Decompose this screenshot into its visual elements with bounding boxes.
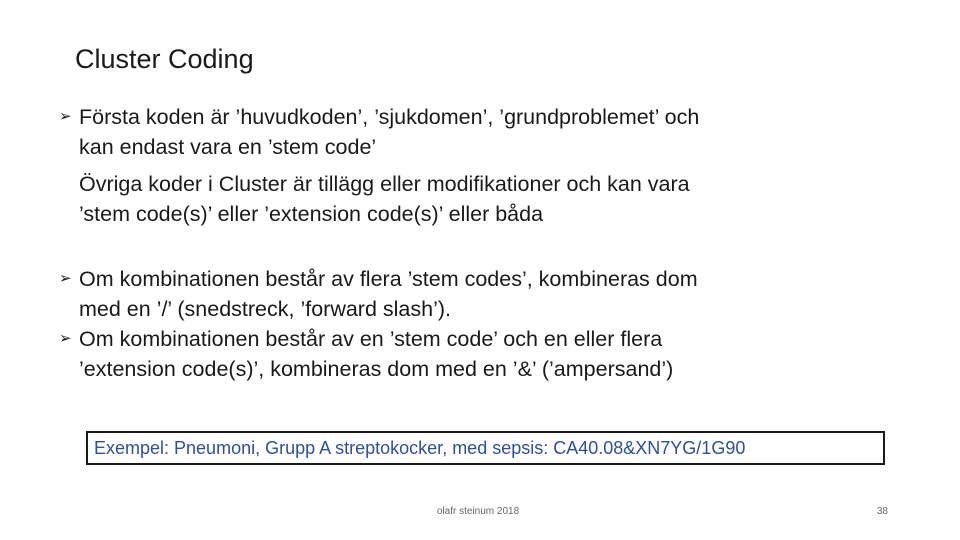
paragraph-line: med en ’/’ (snedstreck, ’forward slash’).	[79, 297, 451, 321]
paragraph-first-code	[59, 102, 859, 162]
paragraph-line: ’stem code(s)’ eller ’extension code(s)’ eller båda	[79, 202, 544, 226]
paragraph-line: Om kombinationen består av en ’stem code’ och en eller flera	[79, 327, 663, 351]
page-number: 38	[876, 506, 888, 517]
example-box: Exempel: Pneumoni, Grupp A streptokocker, med sepsis: CA40.08&XN7YG/1G90	[86, 431, 885, 465]
arrow-bullet-icon: ➢	[59, 270, 72, 287]
paragraph-extension-combination	[59, 324, 859, 384]
paragraph-stem-combination	[59, 264, 859, 324]
arrow-bullet-icon: ➢	[59, 108, 72, 125]
footer-author: olafr steinum 2018	[436, 506, 520, 517]
paragraph-line: Om kombinationen består av flera ’stem codes’, kombineras dom	[79, 267, 698, 291]
slide-title: Cluster Coding	[75, 44, 254, 74]
body-text	[59, 102, 859, 384]
paragraph-line: Övriga koder i Cluster är tillägg eller modifikationer och kan vara	[79, 172, 690, 196]
paragraph-line: Första koden är ’huvudkoden’, ’sjukdomen’, ’grundproblemet’ och	[79, 105, 700, 129]
paragraph-line: ’extension code(s)’, kombineras dom med en ’&’ (’ampersand’)	[79, 357, 674, 381]
paragraph-line: kan endast vara en ’stem code’	[79, 135, 377, 159]
arrow-bullet-icon: ➢	[59, 330, 72, 347]
paragraph-other-codes	[59, 169, 859, 229]
